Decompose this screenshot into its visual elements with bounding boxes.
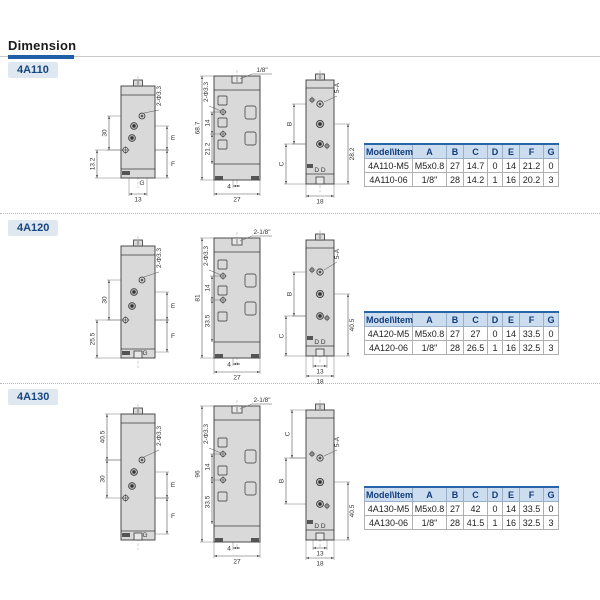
table-cell: 4A110-06 [365,173,413,187]
dim-label: 18 [316,378,324,386]
col-header: G [544,144,559,159]
dim-label: 2-1/8" [253,229,271,236]
col-header: F [520,312,544,327]
rear-view-drawing-4A130 [276,396,376,574]
table-cell: 1/8" [413,173,447,187]
table-header-row [365,312,559,327]
section-label-4A130: 4A130 [8,389,58,405]
col-header: Model\Item [365,487,413,502]
col-header: E [503,312,520,327]
table-cell: 1 [488,173,503,187]
table-cell: 28 [447,173,464,187]
table-cell: 14.2 [464,173,488,187]
col-header: Model\Item [365,312,413,327]
dim-label: 4 [227,361,231,369]
table-cell: M5x0.8 [413,502,447,516]
dim-label: 2-1/8" [253,397,271,404]
table-cell: 3 [544,341,559,355]
col-header: Model\Item [365,144,413,159]
dim-label: 30 [101,296,109,304]
dim-label: C [278,333,286,339]
table-cell: 27 [447,159,464,173]
dim-label: 13 [316,368,324,376]
dim-label: D D [314,339,326,346]
dim-label: 33.5 [204,314,212,328]
table-cell: M5x0.8 [413,159,447,173]
dim-label: B [278,478,286,484]
dim-label: 40.5 [99,430,107,444]
spec-table-4A110 [364,143,559,187]
col-header: B [447,144,464,159]
spec-table-4A120 [364,311,559,355]
col-header: E [503,144,520,159]
dim-label: E [170,303,176,310]
table-cell: 28 [447,341,464,355]
dim-label: 33.5 [204,495,212,509]
dim-label: 68.7 [194,121,202,135]
col-header: F [520,144,544,159]
col-header: B [447,487,464,502]
dim-label: C [278,161,286,167]
table-cell: 0 [544,159,559,173]
title-divider [0,56,600,57]
col-header: G [544,312,559,327]
dim-label: D D [314,523,326,530]
dim-label: G [142,350,148,357]
table-cell: 0 [488,159,503,173]
page-title: Dimension [8,38,77,53]
table-cell: M5x0.8 [413,327,447,341]
dim-label: 14 [204,463,212,471]
title-accent-bar [8,55,74,59]
dim-label: 5-A [334,248,341,260]
dim-label: 13.2 [89,157,97,171]
table-cell: 14 [503,327,520,341]
col-header: C [464,312,488,327]
dim-label: E [170,482,176,489]
col-header: C [464,487,488,502]
table-cell: 27 [447,502,464,516]
table-cell: 27 [464,327,488,341]
col-header: C [464,144,488,159]
table-row [365,502,559,516]
table-cell: 1 [488,341,503,355]
col-header: A [413,487,447,502]
dim-label: 27 [233,196,241,204]
dim-label: 40.5 [349,504,356,518]
dim-label: F [171,513,175,520]
dim-label: 2-Φ3.3 [156,425,163,447]
table-cell: 14.7 [464,159,488,173]
table-cell: 1/8" [413,516,447,530]
table-cell: 0 [488,327,503,341]
table-cell: 1/8" [413,341,447,355]
dim-label: 13 [134,196,142,204]
table-cell: 4A130-06 [365,516,413,530]
rear-view-drawing-4A120 [276,228,376,390]
dim-label: 81 [194,294,202,302]
table-cell: 14 [503,502,520,516]
table-cell: 21.2 [520,159,544,173]
section-label-4A120: 4A120 [8,220,58,236]
table-row [365,159,559,173]
table-cell: 41.5 [464,516,488,530]
table-row [365,516,559,530]
dim-label: F [171,161,175,168]
table-cell: 20.2 [520,173,544,187]
dim-label: 27 [233,374,241,382]
table-cell: 32.5 [520,516,544,530]
dim-label: 2-Φ3.3 [156,247,163,269]
rear-view-drawing-4A110 [276,66,376,216]
table-row [365,173,559,187]
table-cell: 26.5 [464,341,488,355]
dim-label: 1/8" [256,67,268,74]
table-cell: 16 [503,516,520,530]
dim-label: 18 [316,560,324,568]
spec-table-4A130 [364,486,559,530]
dim-label: 5-A [334,82,341,94]
table-cell: 0 [544,327,559,341]
col-header: B [447,312,464,327]
dim-label: 2-Φ3.3 [156,85,163,107]
table-header-row [365,487,559,502]
dim-label: B [286,121,294,127]
table-cell: 3 [544,516,559,530]
table-cell: 4A130-M5 [365,502,413,516]
table-cell: 1 [488,516,503,530]
dim-label: 2-Φ3.3 [203,81,210,103]
table-cell: 0 [544,502,559,516]
table-cell: 16 [503,173,520,187]
col-header: D [488,487,503,502]
table-cell: 33.5 [520,327,544,341]
table-row [365,341,559,355]
dim-label: C [284,431,292,437]
dim-label: 5-A [334,436,341,448]
dim-label: 2-Φ3.3 [203,245,210,267]
dim-label: 28.2 [349,147,356,161]
dim-label: 25.5 [89,332,97,346]
dim-label: 18 [316,198,324,206]
table-cell: 4A110-M5 [365,159,413,173]
col-header: A [413,144,447,159]
dim-label: 96 [194,470,202,478]
dim-label: 27 [233,558,241,566]
dim-label: 14 [204,284,212,292]
dim-label: 13 [316,550,324,558]
dim-label: 14 [204,119,212,127]
dim-label: 4 [227,183,231,191]
table-cell: 4A120-M5 [365,327,413,341]
dim-label: D D [314,167,326,174]
table-header-row [365,144,559,159]
table-cell: 14 [503,159,520,173]
col-header: D [488,312,503,327]
dim-label: E [170,135,176,142]
section-label-4A110: 4A110 [8,62,58,78]
dim-label: 40.5 [349,318,356,332]
table-cell: 27 [447,327,464,341]
col-header: G [544,487,559,502]
dim-label: F [171,333,175,340]
table-cell: 3 [544,173,559,187]
table-cell: 28 [447,516,464,530]
dim-label: G [142,532,148,539]
dim-label: 2-Φ3.3 [203,423,210,445]
dim-label: G [139,180,145,187]
table-cell: 33.5 [520,502,544,516]
col-header: F [520,487,544,502]
table-cell: 0 [488,502,503,516]
dim-label: 4 [227,545,231,553]
col-header: A [413,312,447,327]
dim-label: 30 [101,129,109,137]
table-cell: 16 [503,341,520,355]
table-cell: 4A120-06 [365,341,413,355]
col-header: E [503,487,520,502]
table-row [365,327,559,341]
dim-label: B [286,291,294,297]
col-header: D [488,144,503,159]
dim-label: 30 [99,475,107,483]
table-cell: 42 [464,502,488,516]
table-cell: 32.5 [520,341,544,355]
dim-label: 21.2 [204,142,212,156]
